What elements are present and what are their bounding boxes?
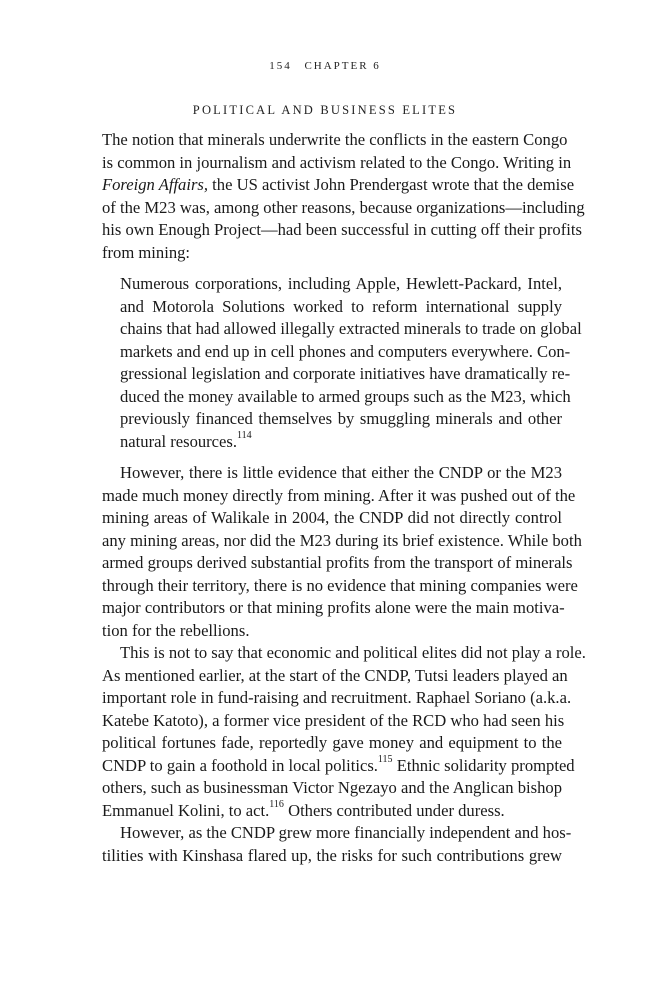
- text-line: major contributors or that mining profits alone were the main motiva-: [102, 598, 565, 617]
- text-run: Others contributed under duress.: [283, 800, 505, 820]
- text-line: [102, 753, 575, 778]
- section-title: POLITICAL AND BUSINESS ELITES: [192, 103, 458, 117]
- text-run: CNDP to gain a foothold in local politics.: [102, 755, 378, 775]
- paragraph-1: [102, 129, 585, 264]
- block-quote: [102, 273, 582, 453]
- text-line: mining areas of Walikale in 2004, the CNDP did not directly control: [102, 508, 562, 527]
- page-number: 154: [269, 60, 292, 72]
- text-line: through their territory, there is no evidence that mining companies were: [102, 575, 578, 595]
- journal-title: Foreign Affairs,: [102, 175, 209, 194]
- text-run: Ethnic solidarity prompted: [392, 755, 575, 775]
- text-line: from mining:: [102, 242, 191, 262]
- text-line: [102, 174, 575, 197]
- spacer: [102, 264, 562, 273]
- spacer: [102, 453, 562, 462]
- footnote-ref: 116: [269, 798, 284, 810]
- text-line: any mining areas, nor did the M23 during its brief existence. While both: [102, 530, 582, 550]
- text-line: made much money directly from mining. After it was pushed out of the: [102, 485, 576, 505]
- chapter-label: CHAPTER 6: [304, 60, 381, 72]
- quote-line: gressional legislation and corporate initiatives have dramatically re-: [120, 364, 571, 383]
- text-line: armed groups derived substantial profits from the transport of minerals: [102, 553, 573, 572]
- paragraph-4: [102, 822, 572, 867]
- text-run: the US activist John Prendergast wrote that the demise: [208, 175, 575, 194]
- running-head: [0, 60, 650, 72]
- text-run: Emmanuel Kolini, to act.: [102, 800, 270, 820]
- text-line: tion for the rebellions.: [102, 620, 250, 640]
- text-line: [102, 800, 562, 823]
- text-line: However, as the CNDP grew more financially independent and hos-: [120, 823, 572, 842]
- text-line: As mentioned earlier, at the start of the CNDP, Tutsi leaders played an: [102, 665, 568, 685]
- text-line: political fortunes fade, reportedly gave money and equipment to the: [102, 733, 562, 752]
- text-run: natural resources.: [120, 431, 238, 451]
- text-line: his own Enough Project—had been successful in cutting off their profits: [102, 220, 582, 239]
- text-line: of the M23 was, among other reasons, because organizations—including: [102, 197, 585, 217]
- text-line: tilities with Kinshasa flared up, the risks for such contributions grew: [102, 845, 562, 865]
- text-line: Katebe Katoto), a former vice president of the RCD who had seen his: [102, 710, 565, 730]
- quote-line: and Motorola Solutions worked to reform international supply: [120, 296, 562, 316]
- text-line: important role in fund-raising and recruitment. Raphael Soriano (a.k.a.: [102, 688, 572, 707]
- text-line: is common in journalism and activism related to the Congo. Writing in: [102, 152, 572, 172]
- quote-line: previously financed themselves by smuggling minerals and other: [120, 409, 562, 428]
- quote-line: [120, 431, 562, 454]
- text-line: The notion that minerals underwrite the conflicts in the eastern Congo: [102, 130, 568, 149]
- text-line: However, there is little evidence that either the CNDP or the M23: [120, 463, 562, 482]
- footnote-ref: 114: [237, 429, 252, 441]
- paragraph-2: [102, 462, 582, 642]
- quote-line: duced the money available to armed groups such as the M23, which: [120, 386, 571, 406]
- quote-line: markets and end up in cell phones and computers everywhere. Con-: [120, 341, 571, 361]
- quote-line: chains that had allowed illegally extracted minerals to trade on global: [120, 319, 582, 338]
- text-line: others, such as businessman Victor Ngezayo and the Anglican bishop: [102, 778, 562, 797]
- paragraph-3: [102, 642, 586, 822]
- body-text: [102, 129, 586, 867]
- quote-line: Numerous corporations, including Apple, Hewlett-Packard, Intel,: [120, 274, 562, 293]
- text-line: This is not to say that economic and political elites did not play a role.: [120, 643, 586, 662]
- footnote-ref: 115: [377, 753, 393, 765]
